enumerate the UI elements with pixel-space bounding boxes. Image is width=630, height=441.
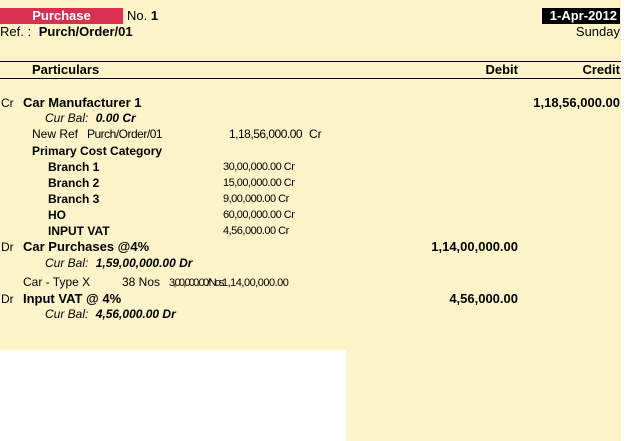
cost-centre-name[interactable]: Branch 2 xyxy=(48,176,100,190)
ledger-name[interactable]: Input VAT @ 4% xyxy=(23,291,122,306)
bill-amount[interactable]: 1,18,56,000.00 xyxy=(229,127,303,141)
column-debit: Debit xyxy=(485,62,518,77)
debit-amount[interactable]: 1,14,00,000.00 xyxy=(431,239,518,254)
cost-centre-name[interactable]: INPUT VAT xyxy=(48,224,110,238)
stock-item-rate[interactable]: 3,00,000.00/Nos xyxy=(169,277,223,289)
current-balance-value: 1,59,00,000.00 Dr xyxy=(95,256,193,270)
window-edge xyxy=(621,0,630,441)
entry-drcr[interactable]: Dr xyxy=(1,240,14,254)
current-balance-label: Cur Bal: xyxy=(45,111,89,125)
cost-centre-amount[interactable]: 15,00,000.00 Cr xyxy=(223,177,295,189)
voucher-number-label: No. xyxy=(127,8,148,23)
current-balance-value: 0.00 Cr xyxy=(95,111,136,125)
credit-amount[interactable]: 1,18,56,000.00 xyxy=(533,95,620,110)
voucher-type-label[interactable]: Purchase xyxy=(0,8,123,24)
stock-item-quantity[interactable]: 38 Nos xyxy=(122,275,161,289)
current-balance xyxy=(45,256,192,271)
column-credit: Credit xyxy=(582,62,620,77)
current-balance-label: Cur Bal: xyxy=(45,256,89,270)
reference-label: Ref. : xyxy=(0,24,32,39)
reference-value[interactable]: Purch/Order/01 xyxy=(38,24,133,39)
stock-item-name[interactable]: Car - Type X xyxy=(23,275,91,289)
cost-centre-amount[interactable]: 9,00,000.00 Cr xyxy=(223,193,289,205)
bill-drcr[interactable]: Cr xyxy=(309,127,322,141)
cost-centre-amount[interactable]: 4,56,000.00 Cr xyxy=(223,225,289,237)
current-balance xyxy=(45,111,136,126)
entry-drcr[interactable]: Dr xyxy=(1,292,14,306)
blank-area xyxy=(0,350,346,441)
bill-ref-name[interactable]: Purch/Order/01 xyxy=(87,127,163,141)
voucher-date[interactable]: 1-Apr-2012 xyxy=(542,8,620,24)
cost-centre-amount[interactable]: 30,00,000.00 Cr xyxy=(223,161,295,173)
voucher-day: Sunday xyxy=(575,24,620,39)
cost-centre-name[interactable]: Branch 3 xyxy=(48,192,100,206)
header-rule-bottom xyxy=(0,78,621,79)
cost-centre-name[interactable]: HO xyxy=(48,208,66,222)
debit-amount[interactable]: 4,56,000.00 xyxy=(449,291,518,306)
entry-drcr[interactable]: Cr xyxy=(1,96,14,110)
reference xyxy=(0,24,133,40)
cost-centre-amount[interactable]: 60,00,000.00 Cr xyxy=(223,209,295,221)
cost-category[interactable]: Primary Cost Category xyxy=(32,144,163,158)
current-balance-label: Cur Bal: xyxy=(45,307,89,321)
ledger-name[interactable]: Car Purchases @4% xyxy=(23,239,150,254)
bill-ref-type[interactable]: New Ref xyxy=(32,127,79,141)
voucher-number-value[interactable]: 1 xyxy=(150,8,159,23)
voucher-number xyxy=(127,8,158,24)
stock-item-amount[interactable]: 1,14,00,000.00 xyxy=(222,277,289,289)
cost-centre-name[interactable]: Branch 1 xyxy=(48,160,100,174)
ledger-name[interactable]: Car Manufacturer 1 xyxy=(23,95,142,110)
current-balance-value: 4,56,000.00 Dr xyxy=(95,307,176,321)
column-particulars: Particulars xyxy=(32,62,100,77)
current-balance xyxy=(45,307,176,322)
